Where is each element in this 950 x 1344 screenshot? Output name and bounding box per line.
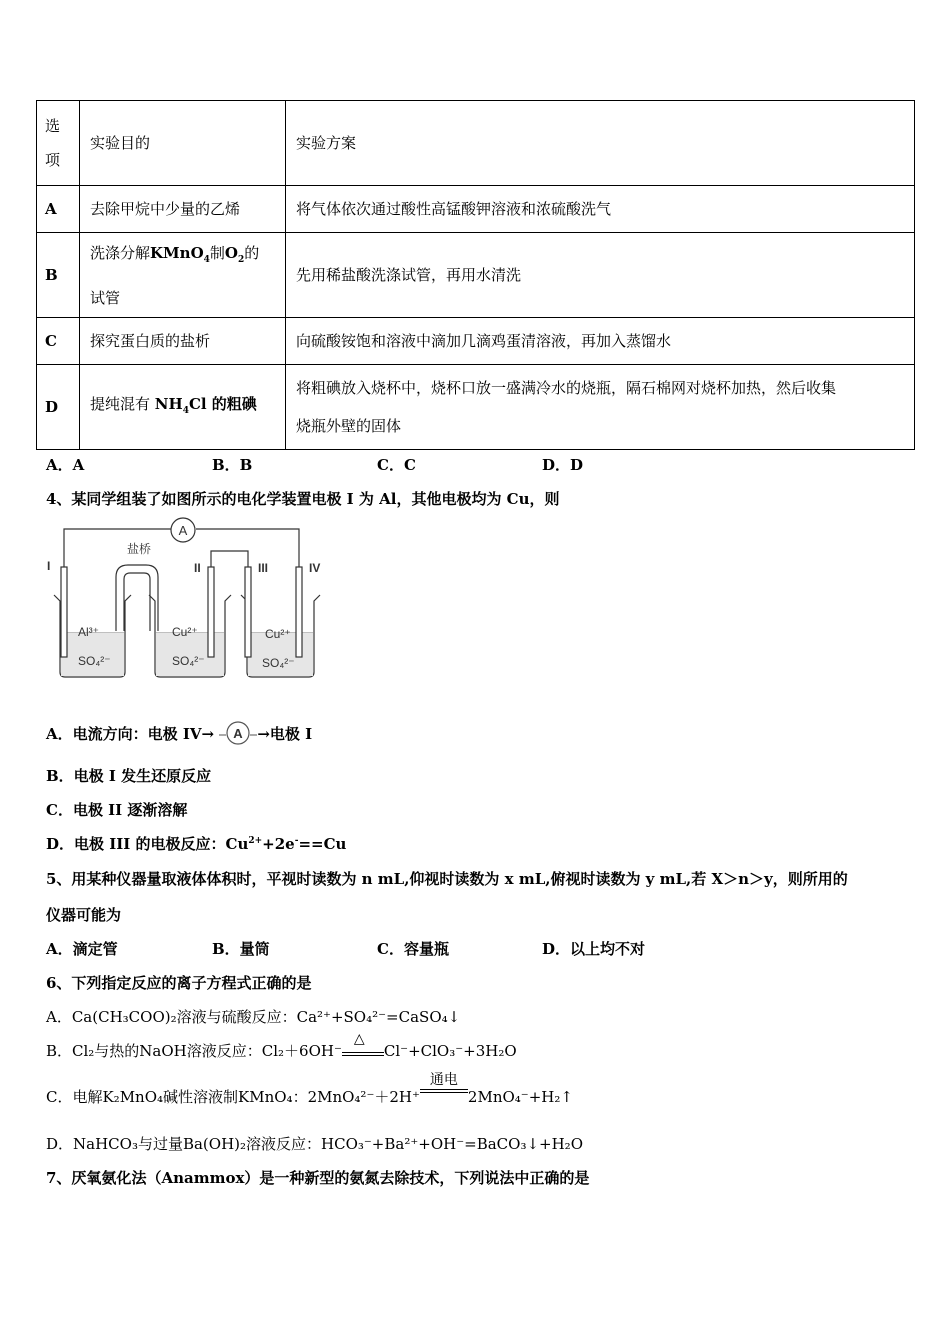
q6-option-d: D．NaHCO₃与过量Ba(OH)₂溶液反应：HCO₃⁻+Ba²⁺+OH⁻=BaCO₃↓+H₂O bbox=[46, 1135, 583, 1153]
table-row-a bbox=[37, 186, 915, 233]
reaction-condition-electrolysis: 通电 bbox=[420, 1089, 468, 1105]
q5-option-a: A．滴定管 bbox=[46, 940, 118, 958]
q4-stem: 4、某同学组装了如图所示的电化学装置电极 I 为 Al，其他电极均为 Cu，则 bbox=[46, 490, 560, 508]
electrode-iv bbox=[296, 567, 302, 657]
q4-option-b: B．电极 I 发生还原反应 bbox=[46, 767, 212, 785]
ammeter-label: A bbox=[178, 523, 188, 538]
electrode-label-iv: IV bbox=[309, 561, 321, 575]
q5-option-b: B．量筒 bbox=[212, 940, 270, 958]
electrode-label-ii: II bbox=[194, 561, 201, 575]
row-plan: 向硫酸铵饱和溶液中滴加几滴鸡蛋清溶液，再加入蒸馏水 bbox=[286, 318, 915, 365]
q3-option-d: D．D bbox=[542, 456, 584, 474]
table-row-b bbox=[37, 233, 915, 318]
q7-stem: 7、厌氧氨化法（Anammox）是一种新型的氨氮去除技术，下列说法中正确的是 bbox=[46, 1169, 590, 1187]
experiment-table bbox=[36, 100, 915, 450]
row-option: C bbox=[37, 318, 80, 365]
q4-option-c: C．电极 II 逐渐溶解 bbox=[46, 801, 188, 819]
q5-stem-line1: 5、用某种仪器量取液体体积时，平视时读数为 n mL,仰视时读数为 x mL,俯视时读数为 y mL,若 X＞n＞y，则所用的 bbox=[46, 870, 848, 888]
svg-text:A: A bbox=[233, 726, 244, 741]
q6-option-b: B．Cl₂与热的NaOH溶液反应：Cl₂＋6OH⁻ △ Cl⁻+ClO₃⁻+3H₂O bbox=[46, 1031, 517, 1060]
table-row-d bbox=[37, 365, 915, 450]
q6-option-a: A．Ca(CH₃COO)₂溶液与硫酸反应：Ca²⁺+SO₄²⁻=CaSO₄↓ bbox=[46, 1008, 461, 1026]
electrode-label-i: I bbox=[47, 559, 51, 573]
row-option: D bbox=[37, 365, 80, 450]
ammeter-icon bbox=[219, 718, 257, 748]
q5-stem-line2: 仪器可能为 bbox=[46, 906, 122, 924]
row-plan: 先用稀盐酸洗涤试管，再用水清洗 bbox=[286, 233, 915, 318]
q3-option-b: B．B bbox=[212, 456, 253, 474]
beaker2-ion-cu: Cu²⁺ bbox=[172, 625, 198, 639]
beaker1-ion-so4: SO₄²⁻ bbox=[78, 654, 111, 668]
q6-stem: 6、下列指定反应的离子方程式正确的是 bbox=[46, 974, 312, 992]
row-goal: 去除甲烷中少量的乙烯 bbox=[80, 186, 286, 233]
beaker1-ion-al: Al³⁺ bbox=[78, 625, 99, 639]
q3-option-c: C．C bbox=[377, 456, 416, 474]
row-option: A bbox=[37, 186, 80, 233]
beaker3-ion-cu: Cu²⁺ bbox=[265, 627, 291, 641]
row-plan: 将气体依次通过酸性高锰酸钾溶液和浓硫酸洗气 bbox=[286, 186, 915, 233]
salt-bridge-label: 盐桥 bbox=[127, 542, 152, 556]
header-goal: 实验目的 bbox=[80, 101, 286, 186]
header-plan: 实验方案 bbox=[286, 101, 915, 186]
beaker2-ion-so4: SO₄²⁻ bbox=[172, 654, 205, 668]
q5-option-c: C．容量瓶 bbox=[377, 940, 449, 958]
beaker3-ion-so4: SO₄²⁻ bbox=[262, 656, 295, 670]
q3-option-a: A．A bbox=[46, 456, 85, 474]
header-option: 选 项 bbox=[37, 101, 80, 186]
row-goal: 洗涤分解KMnO$_4$制$O_2$的 试管 bbox=[80, 233, 286, 318]
table-row-c bbox=[37, 318, 915, 365]
q5-option-d: D．以上均不对 bbox=[542, 940, 646, 958]
reaction-condition-heat: △ bbox=[342, 1043, 384, 1059]
row-plan: 将粗碘放入烧杯中，烧杯口放一盛满冷水的烧瓶，隔石棉网对烧杯加热，然后收集 烧瓶外壁的固体 bbox=[286, 365, 915, 450]
row-goal: 探究蛋白质的盐析 bbox=[80, 318, 286, 365]
electrode-i bbox=[61, 567, 67, 657]
electrode-label-iii: III bbox=[258, 561, 269, 575]
row-option: B bbox=[37, 233, 80, 318]
electrode-iii bbox=[245, 567, 251, 657]
q6-option-c: C．电解K₂MnO₄碱性溶液制KMnO₄：2MnO₄²⁻＋2H⁺ 通电 2MnO₄⁻+H₂↑ bbox=[46, 1072, 573, 1106]
q4-option-a: A．电流方向：电极 IV→ A →电极 I bbox=[46, 718, 312, 748]
electrochemical-apparatus-figure bbox=[40, 515, 340, 683]
q4-option-d: D．电极 III 的电极反应：$Cu^{2+}+2e^-==Cu$ bbox=[46, 835, 347, 853]
electrode-ii bbox=[208, 567, 214, 657]
table-header-row bbox=[37, 101, 915, 186]
row-goal: 提纯混有 $NH_4Cl$ 的粗碘 bbox=[80, 365, 286, 450]
